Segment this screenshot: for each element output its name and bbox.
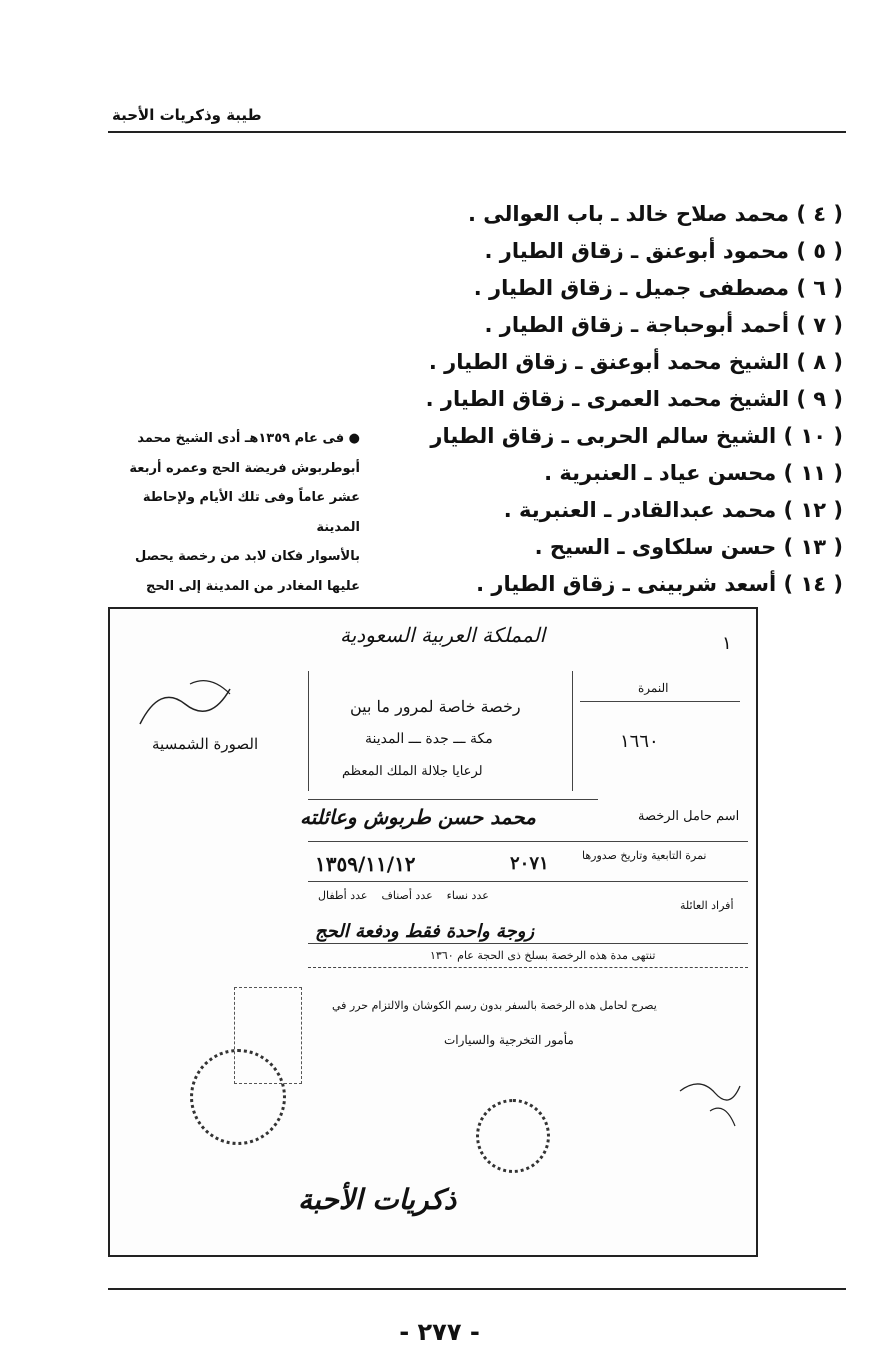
list-item: ( ٤ ) محمد صلاح خالد ـ باب العوالى . — [467, 202, 843, 226]
photo-label: الصورة الشمسية — [152, 735, 259, 753]
family-column: عدد أصناف — [381, 889, 433, 902]
id-label: نمرة التابعية وتاريخ صدورها — [582, 849, 707, 862]
divider — [308, 841, 748, 842]
round-seal — [190, 1049, 286, 1145]
footer-rule — [108, 1288, 846, 1290]
header-rule — [108, 131, 846, 133]
travel-permit-image — [108, 607, 758, 1257]
calligraphy-title: ذكريات الأحبة — [298, 1183, 457, 1216]
sponsor-line: لرعايا جلالة الملك المعظم — [342, 764, 483, 779]
list-item: ( ١٤ ) أسعد شربينى ـ زقاق الطيار . — [476, 572, 843, 596]
handwriting-scribble — [130, 664, 250, 744]
kingdom-header: المملكة العربية السعودية — [340, 623, 546, 647]
list-item: ( ١١ ) محسن عياد ـ العنبرية . — [544, 461, 843, 485]
list-item: ( ٩ ) الشيخ محمد العمرى ـ زقاق الطيار . — [425, 387, 843, 411]
serial-value: ١٦٦٠ — [620, 731, 659, 752]
divider — [572, 671, 573, 791]
side-note — [110, 424, 360, 631]
list-item: ( ١٠ ) الشيخ سالم الحربى ـ زقاق الطيار — [430, 424, 843, 448]
list-item: ( ٦ ) مصطفى جميل ـ زقاق الطيار . — [473, 276, 843, 300]
side-note-line: بالأسوار فكان لابد من رخصة يحصل — [134, 549, 360, 564]
permission-line: يصرح لحامل هذه الرخصة بالسفر بدون رسم الكوشان والالتزام حرر في — [332, 999, 657, 1012]
side-note-line: عليها المغادر من المدينة إلى الحج — [146, 578, 360, 594]
divider — [308, 799, 598, 800]
side-note-line: ● فى عام ١٣٥٩هـ أدى الشيخ محمد — [137, 431, 360, 446]
corner-mark: ١ — [722, 633, 732, 654]
family-column: عدد نساء — [446, 889, 489, 902]
family-column: عدد أطفال — [318, 889, 368, 902]
official-title: مأمور التخرجية والسيارات — [444, 1033, 574, 1047]
route: مكة ـــ جدة ـــ المدينة — [365, 731, 493, 747]
side-note-line: أبوطربوش فريضة الحج وعمره أربعة — [129, 460, 360, 476]
running-header: طيبة وذكريات الأحبة — [112, 106, 262, 124]
divider — [308, 943, 748, 944]
list-item: ( ٥ ) محمود أبوعنق ـ زقاق الطيار . — [484, 239, 843, 263]
id-date: ١٣٥٩/١١/١٢ — [315, 852, 416, 876]
page-number: - ٢٧٧ - — [399, 1318, 480, 1346]
list-item: ( ٧ ) أحمد أبوحباجة ـ زقاق الطيار . — [484, 313, 843, 337]
divider — [308, 967, 748, 968]
side-note-line: عشر عاماً وفى تلك الأيام ولإحاطة المدينة — [142, 490, 360, 535]
holder-value: محمد حسن طربوش وعائلته — [300, 805, 536, 829]
signature-scribble — [670, 1071, 750, 1141]
list-item: ( ٨ ) الشيخ محمد أبوعنق ـ زقاق الطيار . — [428, 350, 843, 374]
divider — [580, 701, 740, 702]
family-label: أفراد العائلة — [680, 899, 734, 912]
names-list — [425, 196, 843, 603]
list-item: ( ١٣ ) حسن سلكاوى ـ السيح . — [534, 535, 843, 559]
permit-title: رخصة خاصة لمرور ما بين — [350, 697, 521, 716]
round-seal — [476, 1099, 550, 1173]
serial-label: النمرة — [638, 681, 669, 695]
divider — [308, 881, 748, 882]
divider — [308, 671, 309, 791]
list-item: ( ١٢ ) محمد عبدالقادر ـ العنبرية . — [503, 498, 843, 522]
family-value: زوجة واحدة فقط ودفعة الحج — [315, 921, 535, 942]
id-number: ٢٠٧١ — [510, 853, 549, 874]
holder-label: اسم حامل الرخصة — [638, 809, 740, 824]
family-columns — [318, 889, 489, 902]
validity-line: تنتهى مدة هذه الرخصة بسلخ ذى الحجة عام ١٣٦٠ — [430, 949, 656, 962]
